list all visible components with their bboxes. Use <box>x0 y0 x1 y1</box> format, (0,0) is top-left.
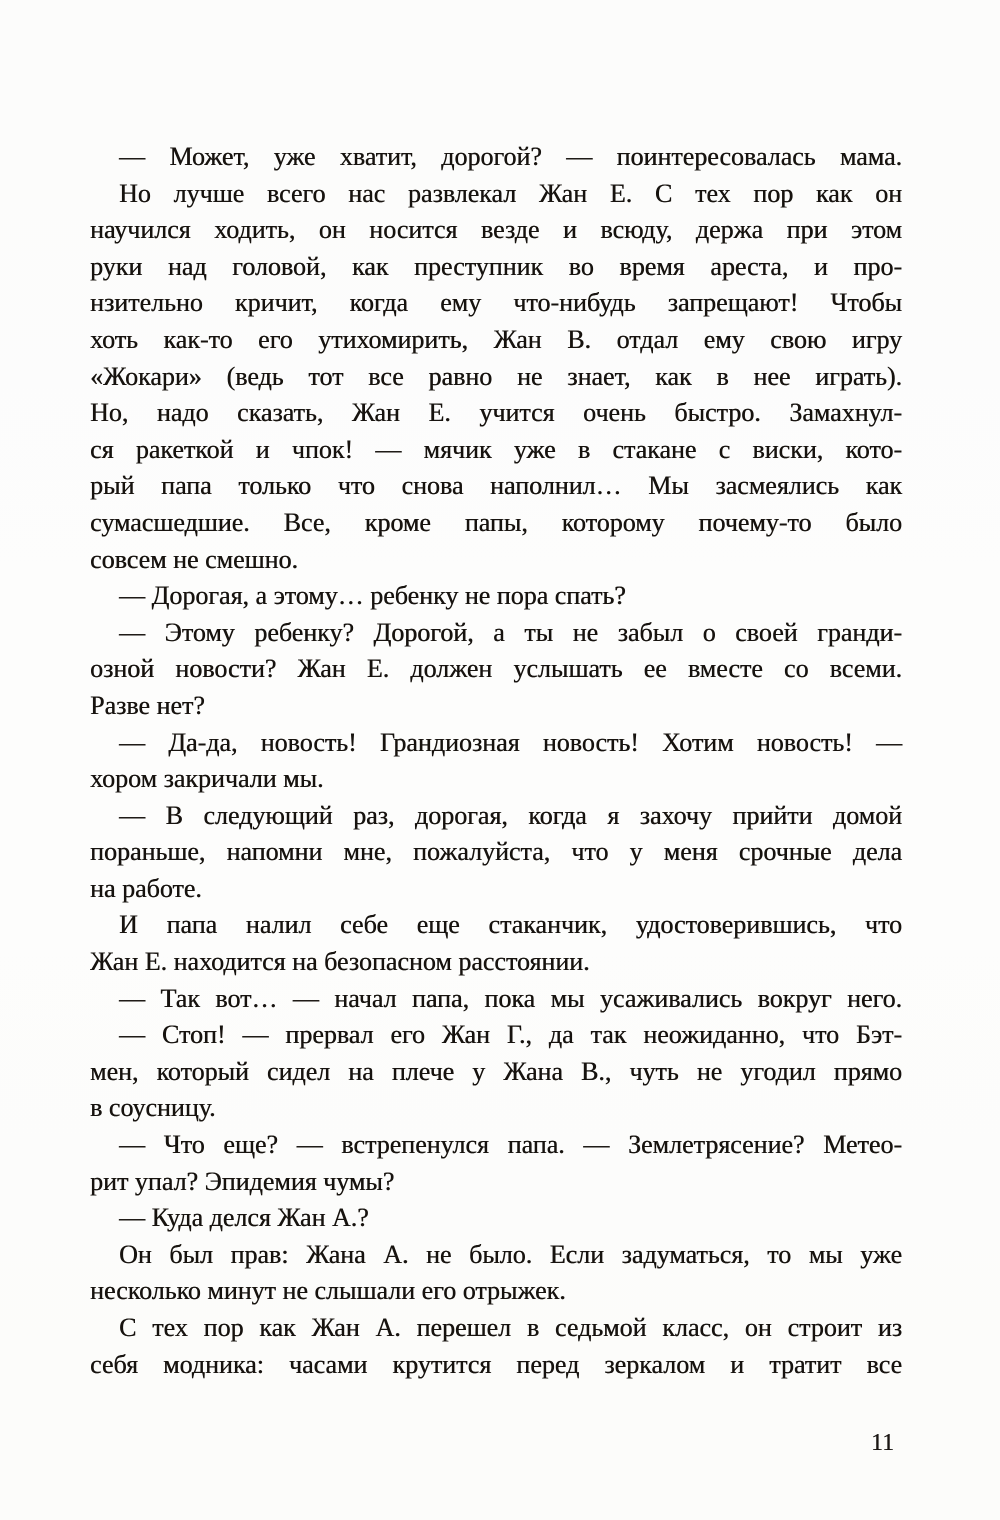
text-line: в соусницу. <box>90 1093 216 1123</box>
text-line: И папа налил себе еще стаканчик, удостоверившись, что <box>119 910 902 940</box>
text-line: — Стоп! — прервал его Жан Г., да так неожиданно, что Бэт- <box>119 1020 902 1050</box>
text-line: совсем не смешно. <box>90 544 298 574</box>
text-line: Разве нет? <box>90 690 205 720</box>
page-text <box>90 139 902 1383</box>
text-line: — Может, уже хватит, дорогой? — поинтересовалась мама. <box>119 142 902 171</box>
text-line: озной новости? Жан Е. должен услышать ее вместе со всеми. <box>90 654 902 684</box>
page-number: 11 <box>870 1430 894 1456</box>
text-line: руки над головой, как преступник во время ареста, и про- <box>90 251 902 281</box>
text-line: — В следующий раз, дорогая, когда я захочу прийти домой <box>119 800 902 830</box>
text-line: хоть как-то его утихомирить, Жан В. отдал ему свою игру <box>90 324 902 354</box>
text-line: рит упал? Эпидемия чумы? <box>90 1166 395 1196</box>
text-line: Жан Е. находится на безопасном расстоянии. <box>90 947 590 977</box>
text-line: — Что еще? — встрепенулся папа. — Землетрясение? Метео- <box>119 1130 902 1160</box>
text-line: сумасшедшие. Все, кроме папы, которому почему-то было <box>90 507 902 537</box>
text-line: «Жокари» (ведь тот все равно не знает, как в нее играть). <box>90 361 902 391</box>
text-line: себя модника: часами крутится перед зеркалом и тратит все <box>90 1349 902 1379</box>
text-line: С тех пор как Жан А. перешел в седьмой класс, он строит из <box>119 1313 902 1342</box>
text-line: рый папа только что снова наполнил… Мы засмеялись как <box>90 471 902 501</box>
text-line: — Дорогая, а этому… ребенку не пора спать? <box>119 581 626 611</box>
text-line: на работе. <box>90 873 202 903</box>
text-line: — Да-да, новость! Грандиозная новость! Хотим новость! — <box>119 727 902 757</box>
text-line: ся ракеткой и чпок! — мячик уже в стакане с виски, кото- <box>90 434 902 464</box>
text-line: Он был прав: Жана А. не было. Если задуматься, то мы уже <box>119 1239 902 1269</box>
text-line: научился ходить, он носится везде и всюду, держа при этом <box>90 215 902 245</box>
text-line: — Так вот… — начал папа, пока мы усаживались вокруг него. <box>119 983 902 1013</box>
text-line: Но лучше всего нас развлекал Жан Е. С тех пор как он <box>119 178 902 208</box>
text-line: — Куда делся Жан А.? <box>119 1203 369 1233</box>
text-line: мен, который сидел на плече у Жана В., чуть не угодил прямо <box>90 1056 902 1086</box>
text-line: Но, надо сказать, Жан Е. учится очень быстро. Замахнул- <box>90 398 902 428</box>
text-line: хором закричали мы. <box>90 764 324 794</box>
text-line: нзительно кричит, когда ему что-нибудь запрещают! Чтобы <box>90 288 902 318</box>
text-line: — Этому ребенку? Дорогой, а ты не забыл о своей гранди- <box>119 617 902 647</box>
text-line: пораньше, напомни мне, пожалуйста, что у меня срочные дела <box>90 837 902 867</box>
text-line: несколько минут не слышали его отрыжек. <box>90 1276 566 1306</box>
